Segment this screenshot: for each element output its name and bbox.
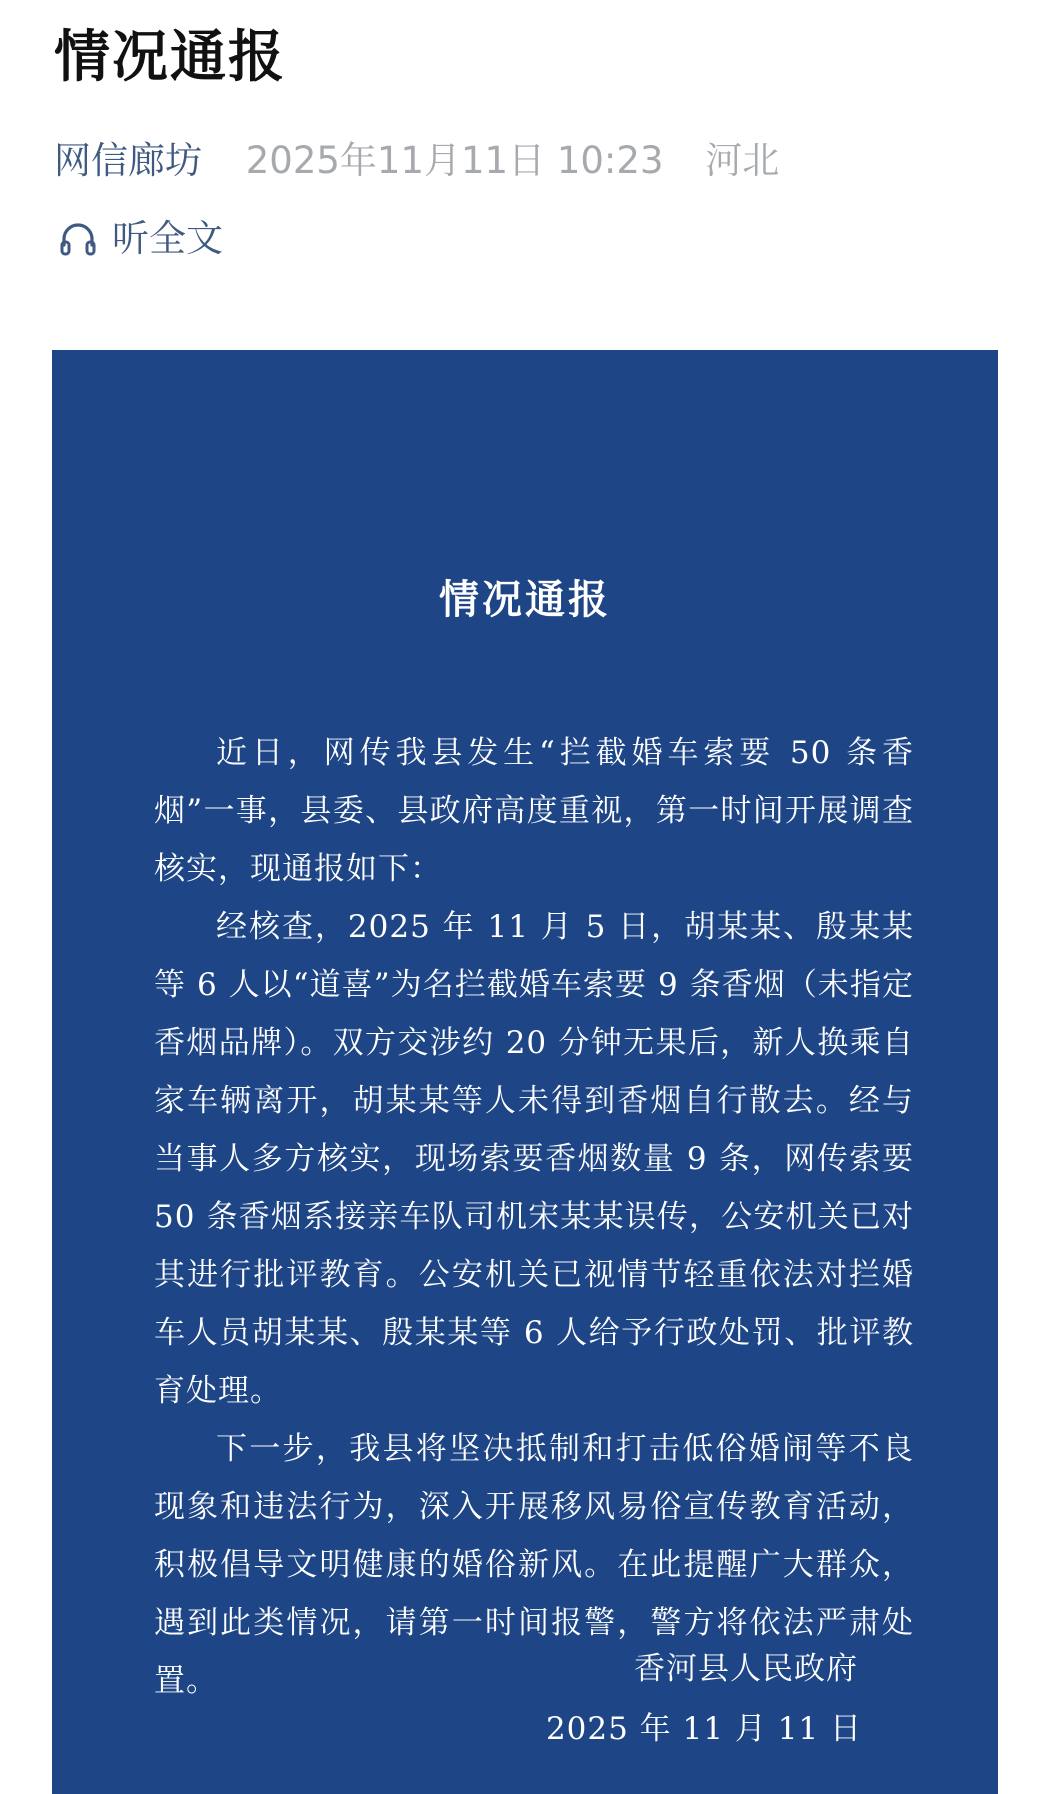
notice-image — [52, 350, 998, 1794]
article-title: 情况通报 — [54, 25, 286, 90]
notice-body — [154, 724, 914, 1710]
notice-paragraph: 近日，网传我县发生“拦截婚车索要 50 条香烟”一事，县委、县政府高度重视，第一时间开展调查核实，现通报如下： — [154, 735, 914, 887]
notice-heading: 情况通报 — [439, 576, 611, 623]
publish-time: 2025年11月11日 10:23 — [245, 139, 664, 182]
listen-label: 听全文 — [112, 217, 223, 260]
source-link[interactable]: 网信廊坊 — [54, 139, 202, 182]
notice-paragraph: 经核查，2025 年 11 月 5 日，胡某某、殷某某等 6 人以“道喜”为名拦截婚车索要 9 条香烟（未指定香烟品牌）。双方交涉约 20 分钟无果后，新人换乘自家车辆离开，胡某某等人未得到香烟自行散去。经与当事人多方核实，现场索要香烟数量 9 条，网传索要 50 条香烟系接亲车队司机宋某某误传，公安机关已对其进行批评教育。公安机关已视情节轻重依法对拦婚车人员胡某某、殷某某等 6 人给予行政处罚、批评教育处理。 — [154, 909, 914, 1409]
notice-signer: 香河县人民政府 — [634, 1651, 858, 1687]
listen-full-text-button[interactable] — [56, 214, 223, 264]
article-meta — [54, 136, 779, 186]
region-label: 河北 — [705, 139, 780, 182]
headphones-icon — [56, 217, 100, 261]
notice-paragraph: 下一步，我县将坚决抵制和打击低俗婚闹等不良现象和违法行为，深入开展移风易俗宣传教育活动，积极倡导文明健康的婚俗新风。在此提醒广大群众，遇到此类情况，请第一时间报警，警方将依法严肃处置。 — [154, 1431, 914, 1699]
notice-date: 2025 年 11 月 11 日 — [545, 1711, 862, 1747]
